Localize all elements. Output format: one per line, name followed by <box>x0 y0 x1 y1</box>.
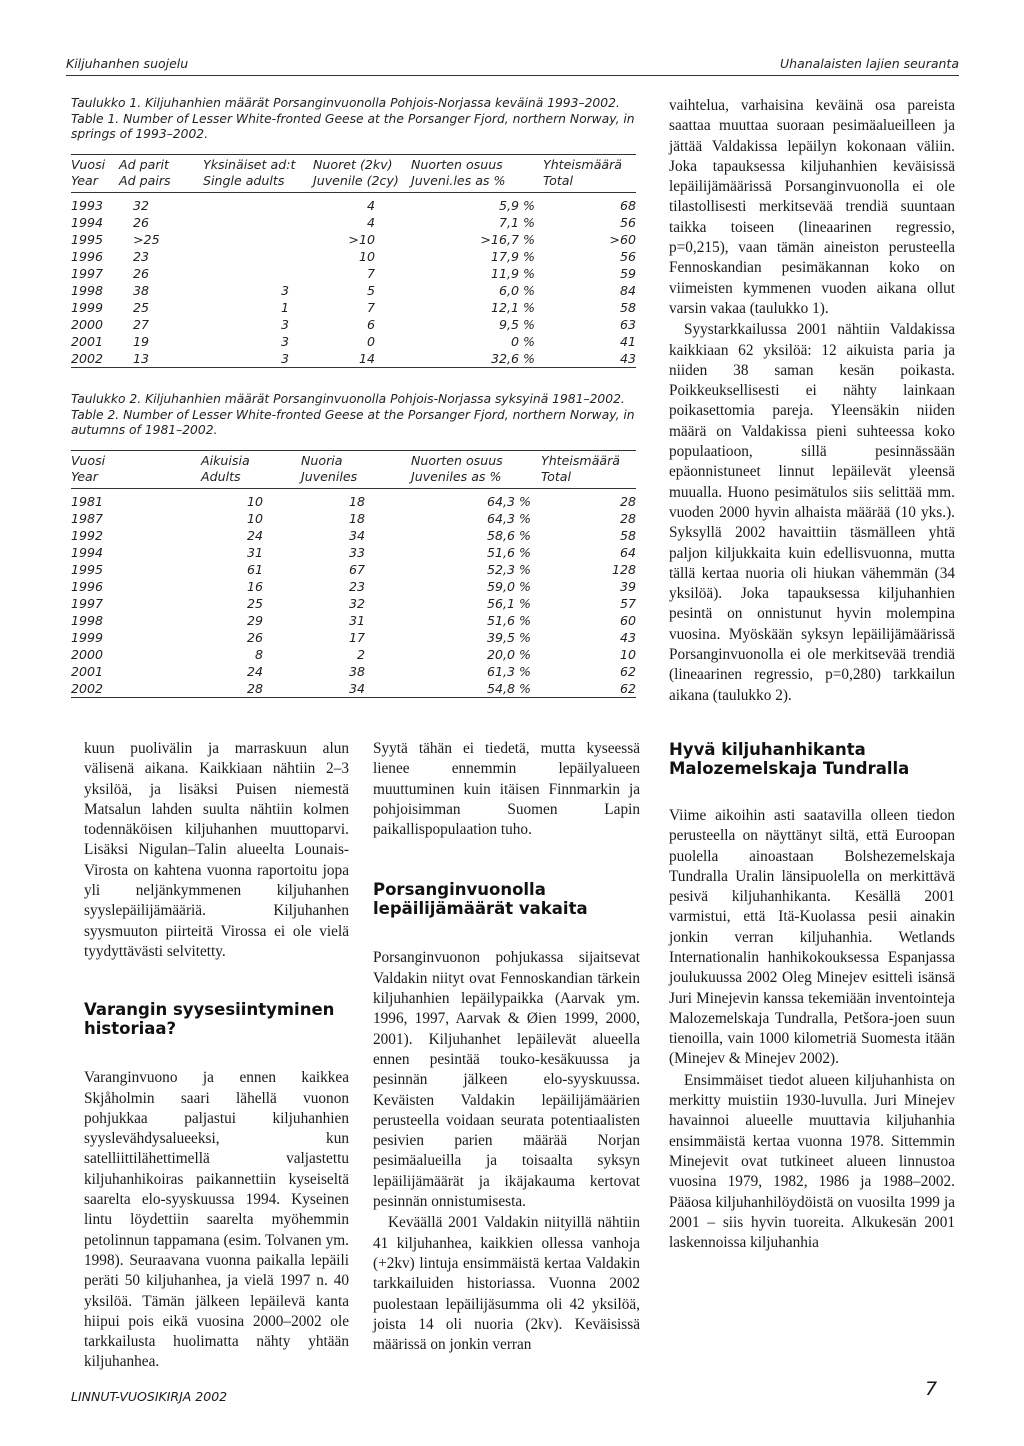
col3-paragraph-1: vaihtelua, varhaisina keväinä osa pareista saattaa muuttaa suoraan pesimäalueilleen ja jättää Valdakissa lepäilyn kokonaan väliin. Joka tapauksessa kiljuhanhien keväisissä lepäilijämäärissä Porsanginvuonolla ei ole tilastollisesti merkitsevää trendiä suuntaan taikka toiseen (lineaarinen regressio, p=0,215), vaan tämän aineiston perusteella Fennoskandian pesimäkannan koko on viimeisten kymmenen vuoden aikana ollut varsin vakaa (taulukko 1). <box>669 97 955 317</box>
table2-cell-juveniles: 2 <box>356 647 365 662</box>
table2-col-share-fi: Nuorten osuus <box>411 451 541 470</box>
table2-row <box>71 489 636 511</box>
table1-cell-year: 2000 <box>71 317 104 332</box>
table2-col-adults-en: Adults <box>201 469 301 489</box>
table2-cell-juveniles: 34 <box>348 528 365 543</box>
table2-row <box>71 561 636 578</box>
table2-cell-total: 60 <box>619 613 636 628</box>
table1-cell-juveniles: 0 <box>366 334 375 349</box>
table2-cell-year: 1997 <box>71 596 104 611</box>
col2-paragraph-2: Porsanginvuonon pohjukassa sijaitsevat Valdakin niityt ovat Fennoskandian tärkein kiljuhanhien lepäilypaikka (Aarvak ym. 1996, 1997, Aarvak & Øien 1999, 2000, 2001). Kiljuhanhet lepäilevät alueella ennen pesintää touko-kesäkuussa ja pesinnän jälkeen elo-syyskuussa. Keväisten Valdakin lepäilijämäärien perusteella voidaan seurata potentiaalisten pesivien parien määrää Norjan pesimäalueilla ja toisaalta syksyn lepäilijämäärät ja ikäjakauma kertovat pesinnän onnistumisesta. <box>373 949 640 1211</box>
table2-cell-total: 39 <box>619 579 636 594</box>
table1-cell-singles: 1 <box>281 300 290 315</box>
table1-cell-total: 63 <box>619 317 636 332</box>
table1-cell-pairs: 32 <box>133 198 150 213</box>
table1-cell-juveniles: 5 <box>366 283 375 298</box>
text-column-3 <box>669 96 955 1253</box>
table2 <box>71 450 636 698</box>
table2-cell-year: 1992 <box>71 528 104 543</box>
table1-col-juv-fi: Nuoret (2kv) <box>313 155 411 174</box>
footer-publication: LINNUT-VUOSIKIRJA 2002 <box>71 1389 228 1404</box>
table1-col-singles-fi: Yksinäiset ad:t <box>203 155 313 174</box>
table2-cell-share: 54,8 % <box>411 680 541 698</box>
table1-cell-year: 1997 <box>71 266 104 281</box>
table1-row <box>71 214 636 231</box>
table1-cell-singles <box>203 231 313 248</box>
table1-row <box>71 231 636 248</box>
table2-header-en <box>71 469 636 489</box>
table1-cell-juveniles: 7 <box>366 266 375 281</box>
table2-caption-en: Table 2. Number of Lesser White-fronted Geese at the Porsanger Fjord, northern Norway, in autumns of 1981–2002. <box>71 407 635 437</box>
table2-cell-adults: 61 <box>246 562 263 577</box>
table1-cell-singles: 3 <box>281 334 290 349</box>
table2-cell-juveniles: 17 <box>348 630 365 645</box>
table2-cell-year: 1994 <box>71 545 104 560</box>
table1-cell-singles <box>203 214 313 231</box>
table2-cell-juveniles: 34 <box>301 680 411 698</box>
table1-header-fi <box>71 155 636 174</box>
table1-cell-singles <box>203 265 313 282</box>
table2-caption-fi: Taulukko 2. Kiljuhanhien määrät Porsanginvuonolla Pohjois-Norjassa syksyinä 1981–2002. <box>71 392 625 406</box>
table2-cell-adults: 29 <box>246 613 263 628</box>
table2-cell-year: 1998 <box>71 613 104 628</box>
table2-row <box>71 527 636 544</box>
table1-row <box>71 265 636 282</box>
table2-cell-adults: 26 <box>246 630 263 645</box>
header-section-title: Kiljuhanhen suojelu <box>66 56 189 71</box>
table2-cell-adults: 10 <box>246 511 263 526</box>
page-number: 7 <box>925 1378 938 1400</box>
table2-cell-juveniles: 31 <box>348 613 365 628</box>
table1-cell-pairs: 27 <box>133 317 150 332</box>
table2-cell-adults: 8 <box>254 647 263 662</box>
table2-row <box>71 646 636 663</box>
table2-cell-total: 43 <box>619 630 636 645</box>
col3-paragraph-2: Syystarkkailussa 2001 nähtiin Valdakissa kaikkiaan 62 yksilöä: 12 aikuista paria ja niiden 38 saman kesän poikasta. Poikkeuksellisesti ei nähty lainkaan poikasettomia pareja. Yleensäkin niiden määrä on Valdakissa pieni suhteessa koko populaatioon, sillä pesinnässään epäonnistuneet linnut lepäilevät yleensä muualla. Huono pesimätulos siis selittää mm. vuoden 2000 hyvin alhaista määrää (10 yks.). Syksyllä 2002 havaittiin täsmälleen yhtä paljon kiljukkaita kuin edellisvuonna, mutta tällä kertaa nuoria oli hiukan vähemmän (34 yksilöä). Joka tapauksessa kiljuhanhien pesintä on onnistunut hyvin molempina vuosina. Myöskään syksyn lepäilijämäärissä Porsanginvuonolla ei ole merkitsevää trendiä (lineaarinen regressio, p=0,280) tarkkailun aikana (taulukko 2). <box>669 321 955 704</box>
table2-cell-adults: 28 <box>201 680 301 698</box>
col2-paragraph-3: Keväällä 2001 Valdakin niityillä nähtiin 41 kiljuhanhea, kaikkien ollessa vanhoja (+2kv) lintuja ensimmäistä kertaa Valdakin tarkkailuiden historiassa. Vuonna 2002 puolestaan lepäilijäsumma oli 42 yksilöä, joista 14 oli nuoria (2kv). Keväisissä määrissä on jonkin verran <box>373 1214 640 1354</box>
table2-cell-share: 51,6 % <box>486 613 531 628</box>
table2-cell-total: 62 <box>619 664 636 679</box>
table1-cell-total: 43 <box>543 350 636 368</box>
table1-cell-share: >16,7 % <box>480 232 535 247</box>
col3-heading: Hyvä kiljuhanhikanta Malozemelskaja Tundralla <box>669 739 910 778</box>
table1-cell-share: 17,9 % <box>490 249 535 264</box>
table1-col-year-en: Year <box>71 173 119 193</box>
table1-cell-singles <box>203 248 313 265</box>
table2-cell-year: 2002 <box>71 680 201 698</box>
table2-col-adults-fi: Aikuisia <box>201 451 301 470</box>
table2-cell-share: 58,6 % <box>486 528 531 543</box>
table2-cell-juveniles: 18 <box>348 511 365 526</box>
table1-row <box>71 248 636 265</box>
table1-col-juv-en: Juvenile (2cy) <box>313 173 411 193</box>
table2-row <box>71 595 636 612</box>
table2-cell-share: 56,1 % <box>486 596 531 611</box>
table2-cell-juveniles: 33 <box>348 545 365 560</box>
table1-cell-juveniles: 7 <box>366 300 375 315</box>
table1-cell-year: 1998 <box>71 283 104 298</box>
table1-cell-total: 41 <box>619 334 636 349</box>
table1-cell-pairs: 23 <box>133 249 150 264</box>
table2-cell-year: 2000 <box>71 647 104 662</box>
table2-cell-adults: 24 <box>246 664 263 679</box>
table2-cell-share: 51,6 % <box>486 545 531 560</box>
col3-paragraph-4: Ensimmäiset tiedot alueen kiljuhanhista on merkitty muistiin 1930-luvulla. Juri Minejev havainnoi alueelle muuttavia kiljuhanhia ensimmäistä kertaa vuonna 1978. Sittemmin Minejevit ovat tutkineet alueen linnustoa vuosina 1979, 1982, 1986 ja 1988–2002. Pääosa kiljuhanhilöydöistä on vuosilta 1999 ja 2001 – siis hyvin tuoreita. Alkukesän 2001 laskennoissa kiljuhanhia <box>669 1071 955 1252</box>
table1-col-total-en: Total <box>543 173 636 193</box>
table2-row <box>71 612 636 629</box>
table2-cell-total: 28 <box>619 511 636 526</box>
table1-cell-total: 56 <box>619 249 636 264</box>
table2-row <box>71 663 636 680</box>
table2-row <box>71 680 636 698</box>
table2-cell-total: 58 <box>619 528 636 543</box>
table2-header-fi <box>71 451 636 470</box>
table2-cell-adults: 31 <box>246 545 263 560</box>
table1-cell-total: 59 <box>619 266 636 281</box>
table2-col-total-en: Total <box>541 469 636 489</box>
table2-cell-share: 52,3 % <box>486 562 531 577</box>
table2-cell-share: 20,0 % <box>486 647 531 662</box>
col3-paragraph-3: Viime aikoihin asti saatavilla olleen tiedon perusteella on näyttänyt siltä, että Euroopan puolella ainoastaan Bolshezemelskaja Tundralla Uralin länsipuolella on merkittävä pesivä kiljuhanhikanta. Kesällä 2001 varmistui, että Itä-Kuolassa pesii ainakin jonkin verran kiljuhanhia. Wetlands Internationalin hanhikokouksessa Espanjassa joulukuussa 2002 Oleg Minejev esitteli isänsä Juri Minejevin kanssa tekemiään inventointeja Malozemelskaja Tundralla, Petšora-joen suun tienoilla, vain 1000 kilometriä Suomesta itään (Minejev & Minejev 2002). <box>669 806 955 1068</box>
col1-paragraph-2: Varanginvuono ja ennen kaikkea Skjåholmin saari lähellä vuonon pohjukkaa paljastui kiljuhanhien syyslevähdysalueeksi, kun satelliittilähettimellä valjastettu kiljuhanhikoiras paikannettiin kyseiseltä saarelta elo-syyskuussa 1994. Kyseinen lintu löydettiin saarelta myöhemmin petolinnun tappamana (esim. Tolvanen ym. 1998). Seuraavana vuonna paikalla lepäili peräti 50 kiljuhanhea, ja vielä 1997 n. 40 yksilöä. Tämän jälkeen lepäilevä kanta hiipui pois eikä vuosina 2000–2002 ole tarkkailusta huolimatta nähty yhtään kiljuhanhea. <box>84 1069 349 1371</box>
table1-cell-pairs: 13 <box>119 350 203 368</box>
table2-cell-share: 59,0 % <box>486 579 531 594</box>
table2-cell-adults: 10 <box>246 494 263 509</box>
table1-cell-total: 58 <box>619 300 636 315</box>
table1-row <box>71 316 636 333</box>
table1-cell-singles: 3 <box>281 317 290 332</box>
table2-row <box>71 544 636 561</box>
table1 <box>71 154 636 368</box>
table2-col-total-fi: Yhteismäärä <box>541 451 636 470</box>
table2-cell-juveniles: 38 <box>348 664 365 679</box>
table2-cell-adults: 25 <box>246 596 263 611</box>
table1-cell-total: >60 <box>609 232 636 247</box>
table2-cell-adults: 24 <box>246 528 263 543</box>
table2-row <box>71 578 636 595</box>
table2-cell-total: 28 <box>619 494 636 509</box>
table2-cell-adults: 16 <box>246 579 263 594</box>
table1-col-share-fi: Nuorten osuus <box>411 155 543 174</box>
table1-cell-pairs: 19 <box>133 334 150 349</box>
table1-cell-singles: 3 <box>281 283 290 298</box>
table1-cell-juveniles: 4 <box>366 215 375 230</box>
table2-cell-year: 1999 <box>71 630 104 645</box>
table2-cell-year: 1995 <box>71 562 104 577</box>
table1-cell-share: 9,5 % <box>499 317 535 332</box>
table1-cell-year: 1993 <box>71 198 104 213</box>
table1-cell-pairs: 26 <box>133 266 150 281</box>
text-column-2 <box>373 739 640 1355</box>
table1-cell-pairs: 38 <box>133 283 150 298</box>
table2-cell-total: 64 <box>619 545 636 560</box>
table1-row <box>71 333 636 350</box>
table1-row <box>71 299 636 316</box>
table2-cell-year: 2001 <box>71 664 104 679</box>
col1-paragraph-1: kuun puolivälin ja marraskuun alun välisenä aikana. Kaikkiaan nähtiin 2–3 yksilöä, ja lisäksi Puisen niemestä Matsalun lahden suulta nähtiin kolmen todennäköisen kiljuhanhen muuttoparvi. Lisäksi Nigulan–Talin alueelta Lounais-Virosta on kahtena vuonna raportoitu jopa yli neljänkymmenen kiljuhanhen syyslepäilijämääriä. Kiljuhanhen syysmuuton piirteitä Virossa ei ole vielä tyydyttävästi selvitetty. <box>84 740 349 960</box>
table1-cell-juveniles: 4 <box>366 198 375 213</box>
table2-cell-share: 39,5 % <box>486 630 531 645</box>
table1-cell-year: 2001 <box>71 334 104 349</box>
table1-col-pairs-en: Ad pairs <box>119 173 203 193</box>
table1-cell-juveniles: 6 <box>366 317 375 332</box>
table2-cell-juveniles: 18 <box>348 494 365 509</box>
table1-caption-fi: Taulukko 1. Kiljuhanhien määrät Porsanginvuonolla Pohjois-Norjassa keväinä 1993–2002. <box>71 96 620 110</box>
table1-caption-en: Table 1. Number of Lesser White-fronted Geese at the Porsanger Fjord, northern Norway, in springs of 1993–2002. <box>71 111 635 141</box>
table2-cell-juveniles: 23 <box>348 579 365 594</box>
table2-cell-juveniles: 32 <box>348 596 365 611</box>
header-chapter-title: Uhanalaisten lajien seuranta <box>780 56 959 71</box>
table1-cell-year: 1999 <box>71 300 104 315</box>
table1-row <box>71 350 636 368</box>
table2-col-juv-fi: Nuoria <box>301 451 411 470</box>
table1-cell-pairs: 26 <box>133 215 150 230</box>
table2-cell-juveniles: 67 <box>348 562 365 577</box>
table1-caption <box>71 96 641 143</box>
table1-header-en <box>71 173 636 193</box>
table1-cell-juveniles: 10 <box>358 249 375 264</box>
table1-cell-share: 5,9 % <box>499 198 535 213</box>
table1-cell-total: 56 <box>619 215 636 230</box>
table2-row <box>71 510 636 527</box>
table1-cell-total: 84 <box>619 283 636 298</box>
table1-cell-year: 2002 <box>71 350 119 368</box>
table2-col-year-fi: Vuosi <box>71 451 201 470</box>
table2-col-share-en: Juveniles as % <box>411 469 541 489</box>
table2-cell-share: 64,3 % <box>486 511 531 526</box>
table1-row <box>71 282 636 299</box>
table1-col-share-en: Juveni.les as % <box>411 173 543 193</box>
table1-cell-juveniles: 14 <box>313 350 411 368</box>
table2-cell-year: 1996 <box>71 579 104 594</box>
table2-cell-total: 128 <box>611 562 636 577</box>
table2-cell-year: 1987 <box>71 511 104 526</box>
table1-cell-singles <box>203 193 313 215</box>
table2-row <box>71 629 636 646</box>
table1-col-total-fi: Yhteismäärä <box>543 155 636 174</box>
table1-cell-year: 1994 <box>71 215 104 230</box>
table1-cell-juveniles: >10 <box>348 232 375 247</box>
table1-cell-year: 1995 <box>71 232 104 247</box>
table1-cell-share: 32,6 % <box>411 350 543 368</box>
table1-cell-share: 12,1 % <box>490 300 535 315</box>
text-column-1 <box>84 739 349 1373</box>
table1-row <box>71 193 636 215</box>
table1-cell-share: 11,9 % <box>490 266 535 281</box>
table2-cell-total: 10 <box>619 647 636 662</box>
col2-paragraph-1: Syytä tähän ei tiedetä, mutta kyseessä lienee ennemmin lepäilyalueen muuttuminen kuin itäisen Finnmarkin ja pohjoisimman Suomen Lapin paikallispopulaation tuho. <box>373 740 640 839</box>
table2-cell-total: 62 <box>541 680 636 698</box>
table1-cell-pairs: 25 <box>133 300 150 315</box>
table2-col-juv-en: Juveniles <box>301 469 411 489</box>
table1-cell-total: 68 <box>619 198 636 213</box>
running-header <box>66 50 959 76</box>
table1-col-pairs-fi: Ad parit <box>119 155 203 174</box>
table2-cell-share: 61,3 % <box>486 664 531 679</box>
table2-caption <box>71 392 641 439</box>
table1-cell-share: 6,0 % <box>499 283 535 298</box>
table1-col-singles-en: Single adults <box>203 173 313 193</box>
table2-col-year-en: Year <box>71 469 201 489</box>
table1-cell-singles: 3 <box>203 350 313 368</box>
col2-heading: Porsanginvuonolla lepäilijämäärät vakaita <box>373 880 588 919</box>
table1-cell-share: 0 % <box>511 334 535 349</box>
table2-cell-share: 64,3 % <box>486 494 531 509</box>
table1-cell-share: 7,1 % <box>499 215 535 230</box>
table1-col-year-fi: Vuosi <box>71 155 119 174</box>
col1-heading: Varangin syysesiintyminen historiaa? <box>84 1000 335 1039</box>
table1-cell-pairs: >25 <box>133 232 160 247</box>
table2-cell-total: 57 <box>619 596 636 611</box>
table1-cell-year: 1996 <box>71 249 104 264</box>
table2-cell-year: 1981 <box>71 494 104 509</box>
